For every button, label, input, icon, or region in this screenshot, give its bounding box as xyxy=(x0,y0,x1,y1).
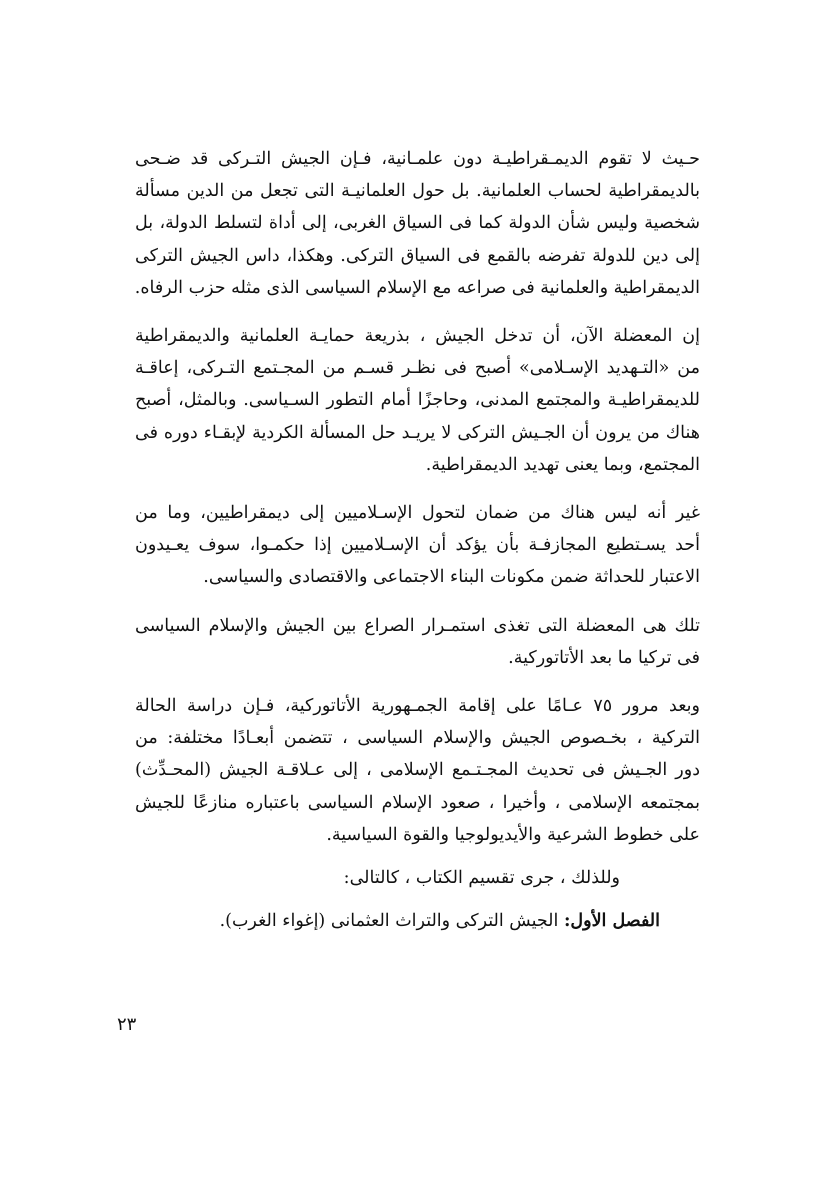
paragraph-spacer xyxy=(135,894,700,905)
paragraph-3 xyxy=(135,497,700,594)
text-line: حـيث لا تقوم الديمـقراطيـة دون علمـانية، فـإن الجيش التـركى قد ضـحى xyxy=(135,149,700,169)
paragraph-spacer xyxy=(135,481,700,497)
chapter-entry xyxy=(135,905,700,937)
paragraph-spacer xyxy=(135,674,700,690)
chapter-title: الجيش التركى والتراث العثمانى (إغواء الغرب). xyxy=(219,911,564,932)
text-line: أحد يسـتطيع المجازفـة بأن يؤكد أن الإسـلاميين إذا حكمـوا، سوف يعـيدون xyxy=(135,535,700,556)
paragraph-spacer xyxy=(135,594,700,610)
text-line: تلك هى المعضلة التى تغذى استمـرار الصراع بين الجيش والإسلام السياسى xyxy=(135,615,700,636)
text-line: الديمقراطية والعلمانية فى صراعه مع الإسلام السياسى الذى مثله حزب الرفاه. xyxy=(134,277,700,298)
page-number: ٢٣ xyxy=(117,1014,137,1035)
paragraph-1 xyxy=(135,143,700,304)
text-line: شخصية وليس شأن الدولة كما فى السياق الغربى، إلى أداة لتسلط الدولة، بل xyxy=(135,213,700,234)
text-line: دور الجـيش فى تحديث المجـتـمع الإسلامى ، إلى عـلاقـة الجيش (المحـدِّث) xyxy=(135,760,700,781)
text-line: فى تركيا ما بعد الأتاتوركية. xyxy=(508,647,700,668)
text-line: بمجتمعه الإسلامى ، وأخيرا ، صعود الإسلام السياسى باعتباره منازعًا للجيش xyxy=(135,792,700,813)
paragraph-spacer xyxy=(135,851,700,862)
paragraph-spacer xyxy=(135,304,700,320)
text-line: الاعتبار للحداثة ضمن مكونات البناء الاجتماعى والاقتصادى والسياسى. xyxy=(203,567,700,588)
text-line: هناك من يرون أن الجـيش التركى لا يريـد حل المسألة الكردية لإبقـاء دوره فى xyxy=(135,422,700,443)
paragraph-5 xyxy=(135,690,700,851)
text-line: التركية ، بخـصوص الجيش والإسلام السياسى ، تتضمن أبعـادًا مختلفة: من xyxy=(135,728,700,749)
text-line: على خطوط الشرعية والأيديولوجيا والقوة السياسية. xyxy=(326,824,700,845)
text-line: إن المعضلة الآن، أن تدخل الجيش ، بذريعة حمايـة العلمانية والديمقراطية xyxy=(135,326,700,347)
chapter-label: الفصل الأول: xyxy=(563,911,660,932)
text-line: للديمقراطيـة والمجتمع المدنى، وحاجزًا أمام التطور السـياسى. وبالمثل، أصبح xyxy=(135,390,700,411)
text-line: بالديمقراطية لحساب العلمانية. بل حول العلمانيـة التى تجعل من الدين مسألة xyxy=(135,181,700,202)
text-line: إلى دين للدولة تفرضه بالقمع فى السياق التركى. وهكذا، داس الجيش التركى xyxy=(135,245,700,266)
page-body xyxy=(135,143,700,937)
paragraph-4 xyxy=(135,610,700,674)
paragraph-2 xyxy=(135,320,700,481)
division-intro: وللذلك ، جرى تقسيم الكتاب ، كالتالى: xyxy=(343,868,620,889)
text-line: من «التـهديد الإسـلامى» أصبح فى نظـر قسـم من المجـتمع التـركى، إعاقـة xyxy=(135,358,700,379)
text-line: وبعد مرور ٧٥ عـامًا على إقامة الجمـهورية الأتاتوركية، فـإن دراسة الحالة xyxy=(135,696,700,717)
text-line: المجتمع، وبما يعنى تهديد الديمقراطية. xyxy=(425,454,700,475)
text-line: غير أنه ليس هناك من ضمان لتحول الإسـلاميين إلى ديمقراطيين، وما من xyxy=(135,503,700,524)
